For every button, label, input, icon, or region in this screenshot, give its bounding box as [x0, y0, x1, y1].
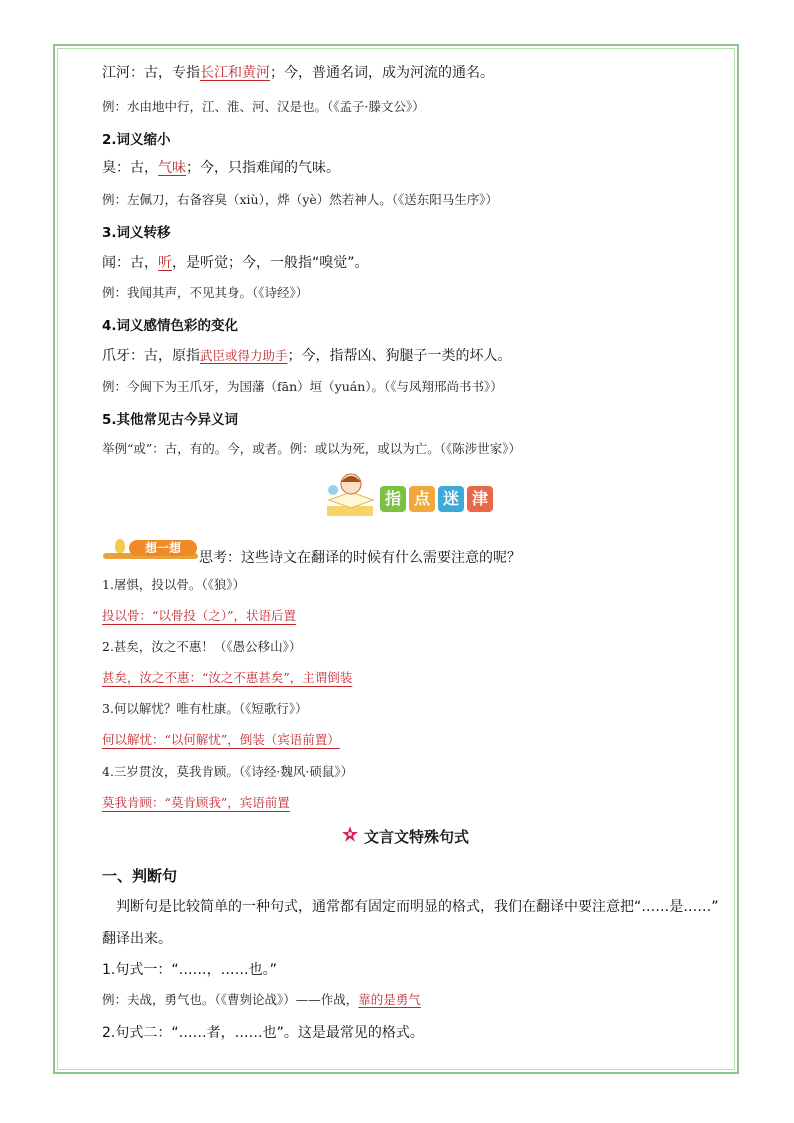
text: 闻：古，	[102, 255, 158, 271]
example-1: 例：水由地中行，江、淮、河、汉是也。（《孟子·滕文公》）	[102, 99, 425, 114]
heading-other: 5.其他常见古今异义词	[102, 412, 239, 428]
lightbulb-icon	[115, 539, 125, 553]
highlight: 听	[158, 255, 172, 271]
line-zhaoya	[102, 345, 512, 365]
highlight: 长江和黄河	[200, 65, 270, 81]
text: ，是听觉；今，一般指“嗅觉”。	[172, 255, 369, 271]
banner-char-1: 指	[380, 486, 406, 512]
example-3: 例：我闻其声，不见其身。（《诗经》）	[102, 285, 309, 300]
banner-char-3: 迷	[438, 486, 464, 512]
example-5: 举例“或”：古，有的。今，或者。例：或以为死，或以为亡。（《陈涉世家》）	[102, 441, 522, 456]
format-1: 1.句式一：“……，……也。”	[102, 962, 277, 978]
qa-answer: 何以解忧：“以何解忧”，倒装（宾语前置）	[102, 732, 340, 747]
format-2: 2.句式二：“……者，……也”。这是最常见的格式。	[102, 1025, 424, 1041]
qa-question: 4.三岁贯汝，莫我肯顾。（《诗经·魏风·硕鼠》）	[102, 764, 354, 779]
line-chou	[102, 157, 340, 177]
qa-question: 2.甚矣，汝之不惠！（《愚公移山》）	[102, 639, 302, 654]
line-wen	[102, 252, 369, 272]
heading-sentiment: 4.词义感情色彩的变化	[102, 318, 239, 334]
text: 爪牙：古，原指	[102, 348, 200, 364]
text: 江河：古，专指	[102, 65, 200, 81]
highlight: 气味	[158, 160, 186, 176]
think-question: 思考：这些诗文在翻译的时候有什么需要注意的呢？	[199, 550, 521, 566]
qa-answer: 甚矣，汝之不惠：“汝之不惠甚矣”，主谓倒装	[102, 670, 353, 685]
section-heading: 一、判断句	[102, 867, 178, 885]
heading-narrowing: 2.词义缩小	[102, 132, 171, 148]
highlight: 靠的是勇气	[358, 992, 421, 1007]
qa-answer: 投以骨：“以骨投（之）”，状语后置	[102, 608, 297, 623]
heading-shift: 3.词义转移	[102, 225, 171, 241]
text: ；今，指帮凶、狗腿子一类的坏人。	[287, 348, 512, 364]
qa-question: 3.何以解忧？唯有杜康。（《短歌行》）	[102, 701, 308, 716]
banner-char-4: 津	[467, 486, 493, 512]
flower-icon	[342, 826, 358, 842]
text: 例：夫战，勇气也。（《曹刿论战》）——作战，	[102, 992, 359, 1007]
highlight: 武臣或得力助手	[200, 348, 288, 363]
text: ；今，普通名词，成为河流的通名。	[270, 65, 494, 81]
banner-char-2: 点	[409, 486, 435, 512]
example-2: 例：左佩刀，右备容臭（xiù），烨（yè）然若神人。（《送东阳马生序》）	[102, 192, 499, 207]
example-4: 例：今闽下为王爪牙，为国藩（fān）垣（yuán）。（《与凤翔邢尚书书》）	[102, 379, 503, 394]
qa-question: 1.屠惧，投以骨。（《狼》）	[102, 577, 246, 592]
body-paragraph: 判断句是比较简单的一种句式，通常都有固定而明显的格式，我们在翻译中要注意把“……是……”	[116, 899, 719, 915]
body-paragraph-cont: 翻译出来。	[102, 931, 172, 947]
qa-answer: 莫我肯顾：“莫肯顾我”，宾语前置	[102, 795, 290, 810]
think-tag	[103, 539, 198, 561]
section-title: 文言文特殊句式	[364, 828, 470, 846]
think-tag-label: 想一想	[129, 540, 197, 556]
student-reading-icon	[325, 470, 377, 520]
banner-zhidianmijin	[325, 470, 505, 520]
text: 臭：古，	[102, 160, 158, 176]
line-jianghe	[102, 62, 494, 82]
text: ；今，只指难闻的气味。	[186, 160, 340, 176]
example-format-1	[102, 990, 421, 1008]
